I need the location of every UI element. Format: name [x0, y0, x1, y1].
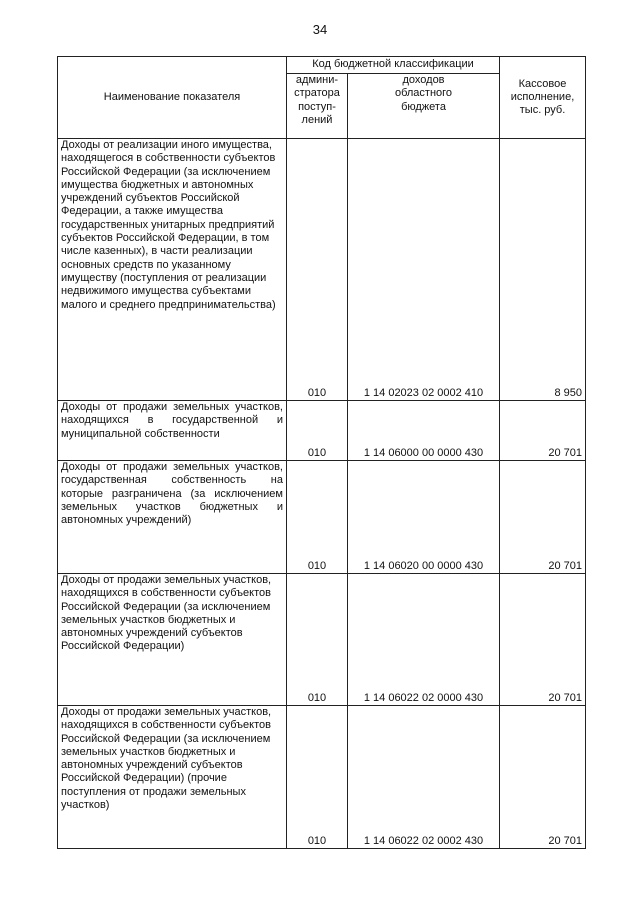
- row-name: Доходы от реализации иного имущества, находящегося в собственности субъектов Российской Федерации (за исключением имущества бюджетных и автономных учреждений субъектов Российской Федерации, а также имущества государственных унитарных предприятий субъектов Российской Федерации, в том числе казенных), в части реализации основных средств по указанному имуществу (поступления от реализации недвижимого имущества субъектами малого и среднего предпринимательства): [58, 139, 287, 401]
- row-name: Доходы от продажи земельных участков, находящихся в собственности субъектов Российской Федерации (за исключением земельных участков бюджетных и автономных учреждений субъектов Российской Федерации): [58, 574, 287, 706]
- row-code: 1 14 06022 02 0002 430: [348, 706, 500, 849]
- row-amount: 20 701: [500, 401, 586, 461]
- row-admin: 010: [287, 461, 348, 574]
- header-name: Наименование показателя: [58, 57, 287, 139]
- header-admin: админи- стратора поступ- лений: [287, 74, 348, 139]
- table-row: [58, 461, 586, 574]
- header-row-top: [58, 57, 586, 74]
- row-name: Доходы от продажи земельных участков, находящихся в государственной и муниципальной собственности: [58, 401, 287, 461]
- table-row: [58, 574, 586, 706]
- table-row: [58, 706, 586, 849]
- row-amount: 20 701: [500, 574, 586, 706]
- row-admin: 010: [287, 574, 348, 706]
- row-admin: 010: [287, 139, 348, 401]
- row-amount: 20 701: [500, 461, 586, 574]
- page-number: 34: [312, 22, 328, 37]
- row-code: 1 14 06022 02 0000 430: [348, 574, 500, 706]
- row-code: 1 14 06000 00 0000 430: [348, 401, 500, 461]
- table-row: [58, 139, 586, 401]
- row-amount: 20 701: [500, 706, 586, 849]
- row-code: 1 14 06020 00 0000 430: [348, 461, 500, 574]
- row-admin: 010: [287, 706, 348, 849]
- header-code-group: Код бюджетной классификации: [287, 57, 500, 74]
- row-name: Доходы от продажи земельных участков, находящихся в собственности субъектов Российской Федерации (за исключением земельных участков бюджетных и автономных учреждений субъектов Российской Федерации) (прочие поступления от продажи земельных участков): [58, 706, 287, 849]
- budget-table: [57, 56, 586, 849]
- row-name: Доходы от продажи земельных участков, государственная собственность на которые разграничена (за исключением земельных участков бюджетных и автономных учреждений): [58, 461, 287, 574]
- row-code: 1 14 02023 02 0002 410: [348, 139, 500, 401]
- row-admin: 010: [287, 401, 348, 461]
- header-income: доходов областного бюджета: [348, 74, 500, 139]
- table-row: [58, 401, 586, 461]
- row-amount: 8 950: [500, 139, 586, 401]
- header-execution: Кассовое исполнение, тыс. руб.: [500, 57, 586, 139]
